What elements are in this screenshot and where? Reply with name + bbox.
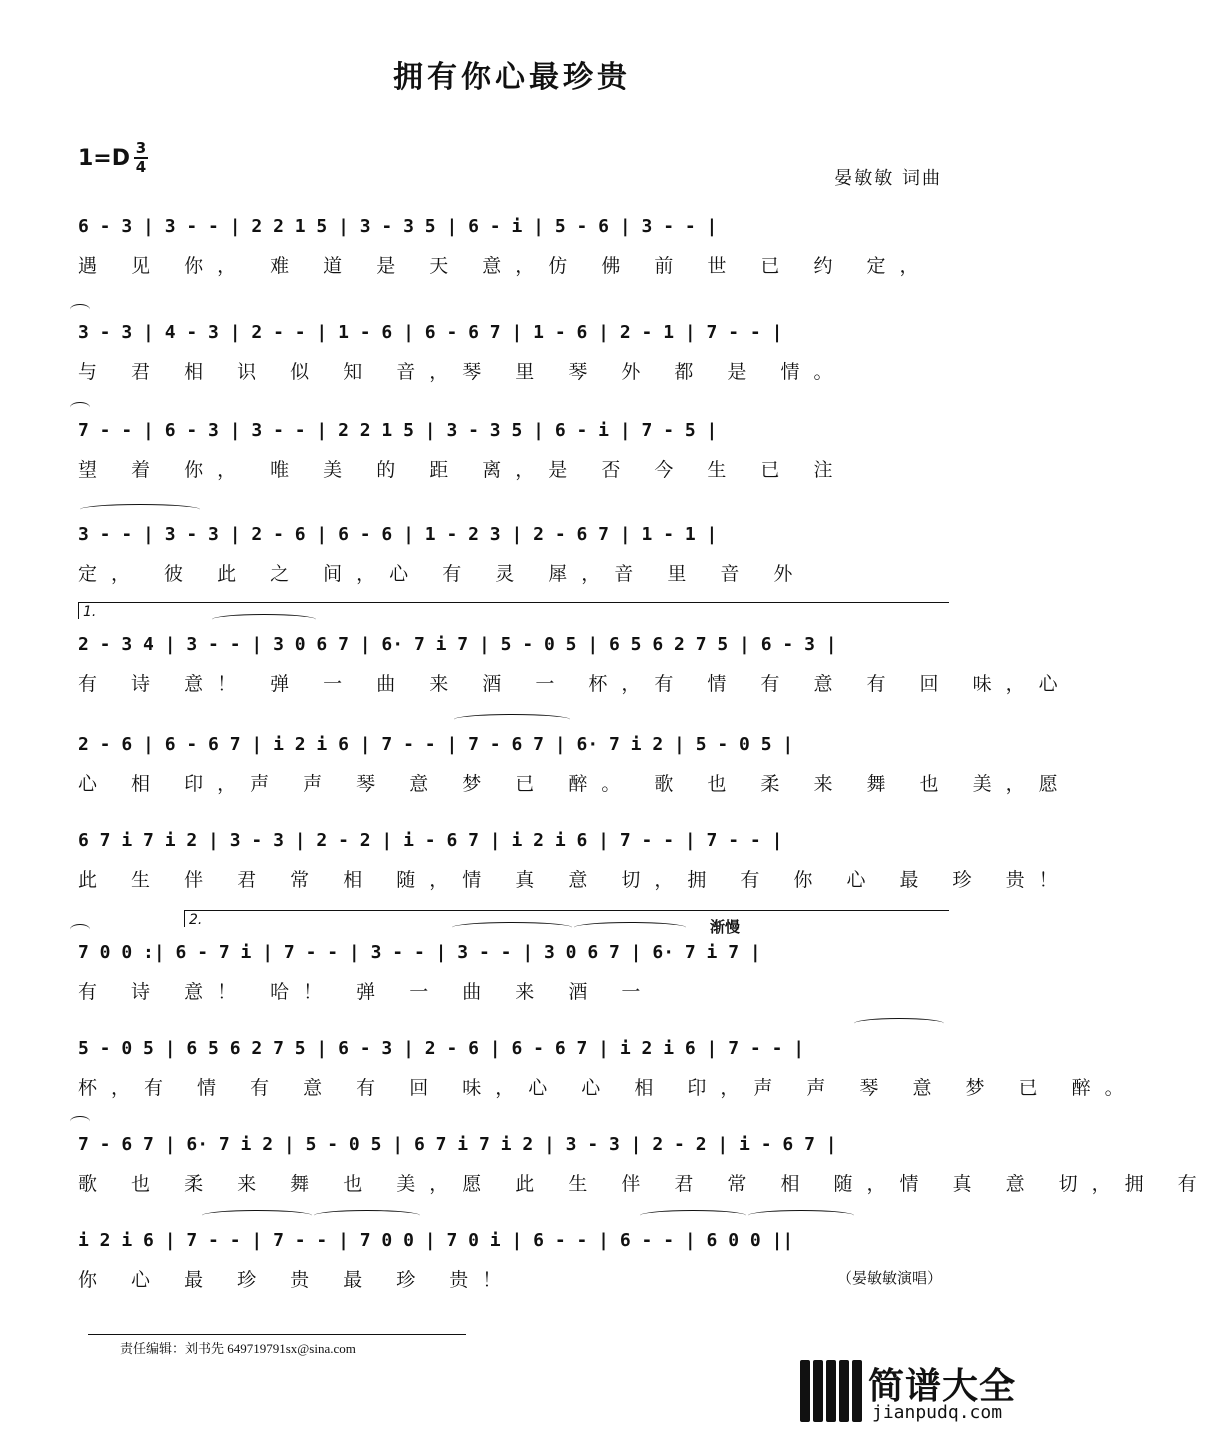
editor-credit: 责任编辑：刘书先 649719791sx@sina.com <box>120 1341 356 1356</box>
piano-keys-icon <box>800 1360 862 1422</box>
tie-mark <box>854 1018 944 1029</box>
tie-mark <box>70 402 90 413</box>
score-system-1 <box>78 210 944 290</box>
meter-bottom: 4 <box>135 158 147 176</box>
score-system-10 <box>78 1128 1211 1208</box>
score-system-9 <box>78 1032 1138 1112</box>
tie-mark <box>454 714 570 725</box>
first-ending-bracket: 1. <box>78 602 949 619</box>
tie-mark <box>70 304 90 315</box>
lyrics-line: 遇 见 你， 难 道 是 天 意，仿 佛 前 世 已 约 定， <box>78 255 933 277</box>
footer-divider <box>88 1334 466 1335</box>
score-system-11 <box>78 1224 944 1304</box>
score-system-6 <box>78 728 1072 808</box>
tie-mark <box>80 504 200 515</box>
score-system-7 <box>78 824 1072 904</box>
lyrics-line: 望 着 你， 唯 美 的 距 离，是 否 今 生 已 注 <box>78 459 847 481</box>
second-ending-bracket: 2. <box>184 910 949 927</box>
lyrics-line: 有 诗 意！ 弹 一 曲 来 酒 一 杯，有 情 有 意 有 回 味，心 <box>78 673 1072 695</box>
score-system-2 <box>78 316 944 396</box>
lyrics-line: 有 诗 意！ 哈！ 弹 一 曲 来 酒 一 <box>78 981 655 1003</box>
tie-mark <box>212 614 316 625</box>
score-system-8 <box>78 936 944 1016</box>
lyrics-line: 你 心 最 珍 贵 最 珍 贵！ <box>78 1269 516 1291</box>
tie-mark <box>452 922 572 933</box>
tempo-marking: 渐慢 <box>710 918 741 936</box>
tie-mark <box>640 1210 746 1221</box>
tie-mark <box>70 924 90 935</box>
notation-line: 5 - 0 5 | 6 5 6 2 7 5 | 6 - 3 | 2 - 6 | 6 - 6 7 | i 2 i 6 | 7 - - | <box>78 1038 805 1059</box>
time-signature <box>132 140 150 176</box>
site-watermark <box>800 1356 1022 1426</box>
lyrics-line: 杯，有 情 有 意 有 回 味，心 心 相 印，声 声 琴 意 梦 已 醉。 <box>78 1077 1138 1099</box>
performer-credit: （晏敏敏演唱） <box>836 1269 942 1287</box>
notation-line: 7 - 6 7 | 6· 7 i 2 | 5 - 0 5 | 6 7 i 7 i 2 | 3 - 3 | 2 - 2 | i - 6 7 | <box>78 1134 837 1155</box>
notation-line: 6 - 3 | 3 - - | 2 2 1 5 | 3 - 3 5 | 6 - i | 5 - 6 | 3 - - | <box>78 216 718 237</box>
score-title: 拥有你心最珍贵 <box>393 60 631 95</box>
tie-mark <box>748 1210 854 1221</box>
meter-top: 3 <box>135 139 147 157</box>
lyrics-line: 心 相 印，声 声 琴 意 梦 已 醉。 歌 也 柔 来 舞 也 美，愿 <box>78 773 1072 795</box>
watermark-url: jianpudq.com <box>872 1402 1003 1423</box>
tie-mark <box>314 1210 420 1221</box>
notation-line: 7 0 0 :| 6 - 7 i | 7 - - | 3 - - | 3 - - | 3 0 6 7 | 6· 7 i 7 | <box>78 942 761 963</box>
notation-line: 2 - 3 4 | 3 - - | 3 0 6 7 | 6· 7 i 7 | 5 - 0 5 | 6 5 6 2 7 5 | 6 - 3 | <box>78 634 837 655</box>
key-signature: 1=D <box>78 146 131 171</box>
notation-line: 3 - - | 3 - 3 | 2 - 6 | 6 - 6 | 1 - 2 3 | 2 - 6 7 | 1 - 1 | <box>78 524 718 545</box>
score-system-4 <box>78 518 944 598</box>
notation-line: 6 7 i 7 i 2 | 3 - 3 | 2 - 2 | i - 6 7 | i 2 i 6 | 7 - - | 7 - - | <box>78 830 783 851</box>
tie-mark <box>202 1210 312 1221</box>
notation-line: 7 - - | 6 - 3 | 3 - - | 2 2 1 5 | 3 - 3 5 | 6 - i | 7 - 5 | <box>78 420 718 441</box>
tie-mark <box>70 1116 90 1127</box>
tie-mark <box>574 922 686 933</box>
lyrics-line: 歌 也 柔 来 舞 也 美，愿 此 生 伴 君 常 相 随，情 真 意 切，拥 有 <box>78 1173 1211 1195</box>
score-system-5 <box>78 628 1072 708</box>
notation-line: i 2 i 6 | 7 - - | 7 - - | 7 0 0 | 7 0 i | 6 - - | 6 - - | 6 0 0 || <box>78 1230 794 1251</box>
notation-line: 3 - 3 | 4 - 3 | 2 - - | 1 - 6 | 6 - 6 7 | 1 - 6 | 2 - 1 | 7 - - | <box>78 322 783 343</box>
lyrics-line: 定， 彼 此 之 间，心 有 灵 犀，音 里 音 外 <box>78 563 807 585</box>
lyrics-line: 此 生 伴 君 常 相 随，情 真 意 切，拥 有 你 心 最 珍 贵！ <box>78 869 1072 891</box>
score-system-3 <box>78 414 944 494</box>
watermark-title: 简谱大全 <box>868 1366 1017 1407</box>
lyrics-line: 与 君 相 识 似 知 音，琴 里 琴 外 都 是 情。 <box>78 361 847 383</box>
composer-credit: 晏敏敏 词曲 <box>834 168 942 189</box>
notation-line: 2 - 6 | 6 - 6 7 | i 2 i 6 | 7 - - | 7 - 6 7 | 6· 7 i 2 | 5 - 0 5 | <box>78 734 794 755</box>
